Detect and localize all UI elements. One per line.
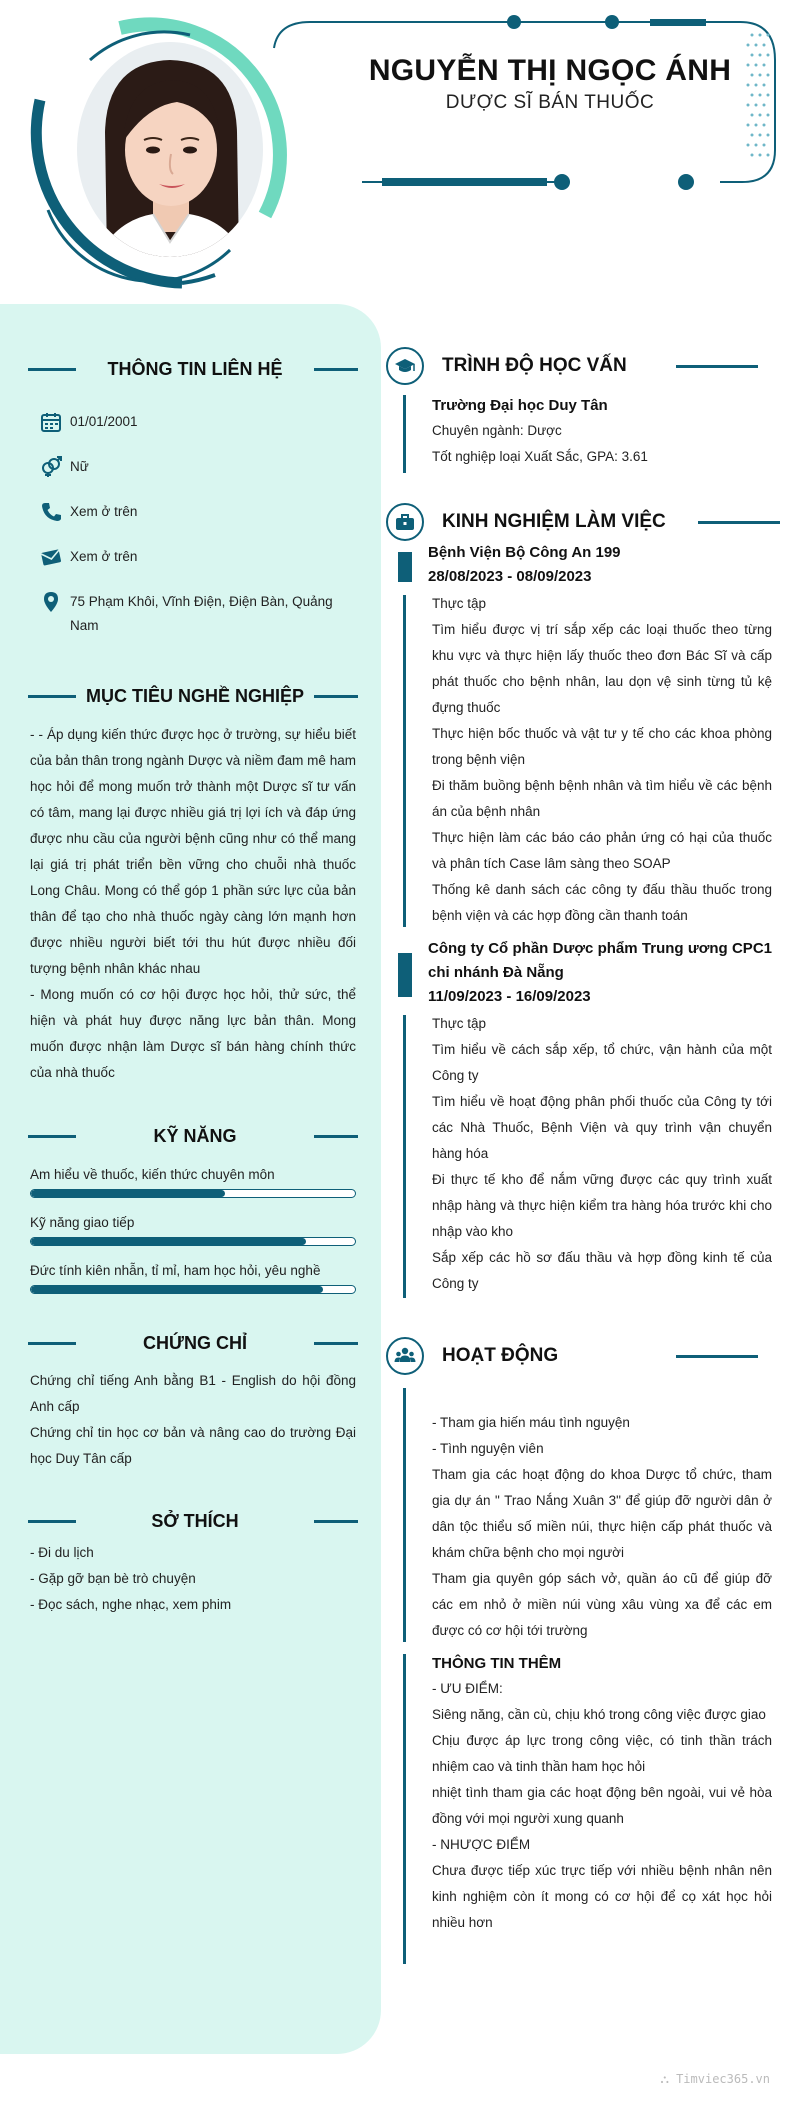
skill-item: Am hiểu về thuốc, kiến thức chuyên môn	[30, 1165, 356, 1198]
skill-item: Đức tính kiên nhẫn, tỉ mỉ, ham học hỏi, yêu nghề	[30, 1261, 356, 1294]
skill-item: Kỹ năng giao tiếp	[30, 1213, 356, 1246]
education-section-title: TRÌNH ĐỘ HỌC VẤN	[386, 346, 786, 386]
activities-list: - Tham gia hiến máu tình nguyện - Tình nguyện viên Tham gia các hoạt động do khoa Dược tổ chức, tham gia dự án " Trao Nắng Xuân 3" để giúp đỡ người dân ở dân tộc thiểu số miền núi, thực hiện cấp phát thuốc và khám chữa bệnh cho mọi người Tham gia quyên góp sách vở, quần áo cũ để giúp đỡ các em nhỏ ở miền núi vùng xâu vùng xa để các em được có cơ hội tới trường	[432, 1415, 772, 1638]
hobbies-list	[30, 1540, 356, 1618]
contact-address: 75 Phạm Khôi, Vĩnh Điện, Điện Bàn, Quảng Nam	[40, 590, 340, 638]
certificate-item: Chứng chỉ tin học cơ bản và nâng cao do trường Đại học Duy Tân cấp	[30, 1425, 356, 1466]
hobby-item: - Đi du lịch	[30, 1545, 94, 1560]
extra-info: THÔNG TIN THÊM - ƯU ĐIỂM: Siêng năng, cần cù, chịu khó trong công việc được giao Chịu được áp lực trong công việc, có tinh thần trách nhiệm cao và tinh thần ham học hỏi nhiệt tình tham gia các hoạt động bên ngoài, vui vẻ hòa đồng với mọi người xung quanh - NHƯỢC ĐIỂM Chưa được tiếp xúc trực tiếp với nhiều bệnh nhân nên kinh nghiệm còn ít mong có cơ hội để cọ xát học hỏi nhiều hơn	[432, 1652, 772, 1936]
extra-info-title: THÔNG TIN THÊM	[432, 1655, 562, 1672]
contact-email: Xem ở trên	[40, 545, 340, 569]
objective-text: - - Áp dụng kiến thức được học ở trường, sự hiểu biết của bản thân trong ngành Dược và niềm đam mê ham học hỏi để mong muốn trở thành một Dược sĩ tư vấn có tâm, mang lại được nhiều giá trị lợi ích và đáp ứng được nhu cầu của người bệnh cũng như có thể mang lại giá trị phát triển bền vững cho chuỗi nhà thuốc Long Châu. Mong có thể góp 1 phần sức lực của bản thân để tạo cho nhà thuốc ngày càng lớn mạnh hơn được nhiều người biết tới thu hút được nhiều đối tượng bệnh nhân khác nhau - Mong muốn có cơ hội được học hỏi, thử sức, thể hiện và phát huy được năng lực bản thân. Mong muốn được nhận làm Dược sĩ bán hàng chính thức của nhà thuốc	[30, 727, 356, 1080]
contact-section-title: THÔNG TIN LIÊN HỆ	[28, 356, 358, 382]
skills-section-title: KỸ NĂNG	[28, 1123, 358, 1149]
education-details: Trường Đại học Duy Tân Chuyên ngành: Dược Tốt nghiệp loại Xuất Sắc, GPA: 3.61	[432, 394, 772, 470]
email-icon	[40, 546, 62, 568]
hobby-item: - Đọc sách, nghe nhạc, xem phim	[30, 1597, 232, 1612]
job-marker	[398, 953, 412, 997]
job-header	[428, 937, 772, 1009]
job-timeline	[403, 595, 406, 927]
certificates-list	[30, 1368, 356, 1472]
profile-photo	[77, 42, 263, 257]
certificates-section-title: CHỨNG CHỈ	[28, 1330, 358, 1356]
job-marker	[398, 552, 412, 582]
certificate-item: Chứng chỉ tiếng Anh bằng B1 - English do hội đồng Anh cấp	[30, 1373, 356, 1414]
people-icon	[386, 1337, 424, 1375]
skill-bar	[30, 1189, 356, 1198]
hobbies-section-title: SỞ THÍCH	[28, 1508, 358, 1534]
education-timeline	[403, 395, 406, 473]
contact-gender: Nữ	[40, 455, 340, 479]
skill-bar	[30, 1285, 356, 1294]
skill-bar	[30, 1237, 356, 1246]
watermark: ⛬ Timviec365.vn	[660, 2072, 770, 2086]
graduation-cap-icon	[386, 347, 424, 385]
phone-icon	[40, 501, 62, 523]
experience-section-title: KINH NGHIỆM LÀM VIỆC	[386, 502, 786, 542]
contact-birthday: 01/01/2001	[40, 410, 340, 434]
job-timeline	[403, 1015, 406, 1298]
job-description: Thực tập Tìm hiểu được vị trí sắp xếp các loại thuốc theo từng khu vực và thực hiện lấy thuốc theo đơn Bác Sĩ và cấp phát thuốc cho bệnh nhân, lau dọn vệ sinh từng tủ kệ đựng thuốc Thực hiện bốc thuốc và vật tư y tế cho các khoa phòng trong bệnh viện Đi thăm buồng bệnh bệnh nhân và tìm hiểu về các bệnh án của bệnh nhân Thực hiện làm các báo cáo phản ứng có hại của thuốc và phân tích Case lâm sàng theo SOAP Thống kê danh sách các công ty đấu thầu thuốc trong bệnh viện và các hợp đồng cần thanh toán	[432, 596, 772, 923]
job-title: DƯỢC SĨ BÁN THUỐC	[445, 92, 655, 113]
extra-timeline	[403, 1654, 406, 1964]
job-company: Công ty Cổ phần Dược phẩm Trung ương CPC1 chi nhánh Đà Nẵng	[428, 940, 772, 981]
gender-icon	[40, 456, 62, 478]
candidate-name: NGUYỄN THỊ NGỌC ÁNH	[368, 54, 732, 87]
contact-phone: Xem ở trên	[40, 500, 340, 524]
objective-section-title: MỤC TIÊU NGHỀ NGHIỆP	[28, 683, 358, 709]
location-icon	[40, 591, 62, 613]
job-description: Thực tập Tìm hiểu về cách sắp xếp, tổ chức, vận hành của một Công ty Tìm hiểu về hoạt động phân phối thuốc của Công ty tới các Nhà Thuốc, Bệnh Viện và quy trình vận chuyển hàng hóa Đi thực tế kho để nắm vững được các quy trình xuất nhập hàng và thực hiện kiểm tra hàng hóa trước khi cho nhập vào kho Sắp xếp các hồ sơ đấu thầu và hợp đồng kinh tế của Công ty	[432, 1016, 772, 1291]
job-company: Bệnh Viện Bộ Công An 199	[428, 544, 621, 561]
activities-timeline	[403, 1388, 406, 1642]
job-period: 28/08/2023 - 08/09/2023	[428, 568, 592, 585]
hobby-item: - Gặp gỡ bạn bè trò chuyện	[30, 1571, 196, 1586]
activities-section-title: HOẠT ĐỘNG	[386, 1336, 786, 1376]
job-period: 11/09/2023 - 16/09/2023	[428, 988, 591, 1005]
job-header	[428, 541, 772, 589]
calendar-icon	[40, 411, 62, 433]
briefcase-icon	[386, 503, 424, 541]
school-name: Trường Đại học Duy Tân	[432, 397, 608, 414]
